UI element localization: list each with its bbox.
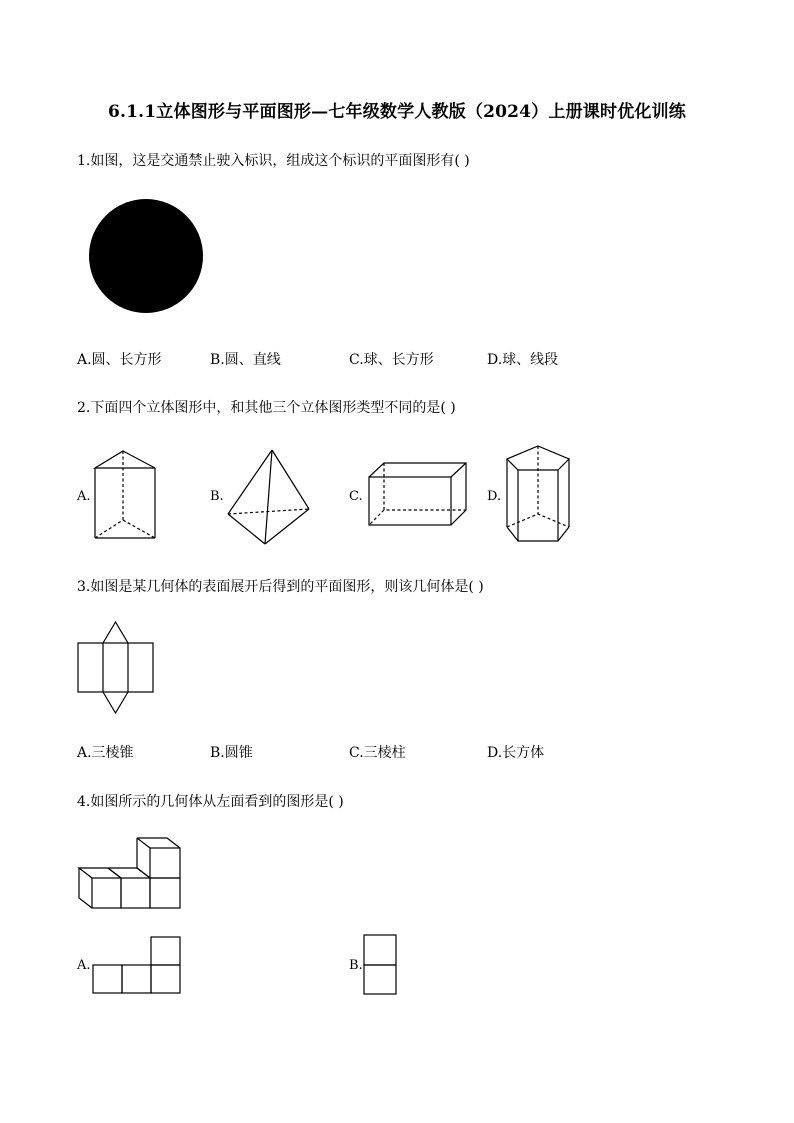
q4-option-a-figure <box>92 935 184 995</box>
question-1-text: 1.如图，这是交通禁止驶入标识，组成这个标识的平面图形有( ) <box>77 153 470 169</box>
question-4-text: 4.如图所示的几何体从左面看到的图形是( ) <box>77 794 344 810</box>
q3-option-a[interactable]: A.三棱锥 <box>77 745 134 761</box>
tetrahedron-figure <box>225 448 311 546</box>
sign-circle <box>89 199 203 313</box>
q4-option-b-figure <box>363 933 399 997</box>
pentagonal-prism-figure <box>503 443 573 546</box>
q3-option-d[interactable]: D.长方体 <box>487 745 545 761</box>
no-entry-sign-figure <box>88 198 206 316</box>
q1-option-d[interactable]: D.球、线段 <box>487 352 559 368</box>
q3-option-c[interactable]: C.三棱柱 <box>349 745 406 761</box>
q1-option-c[interactable]: C.球、长方形 <box>349 352 434 368</box>
q2-option-a[interactable]: A. <box>77 489 91 504</box>
question-3-text: 3.如图是某几何体的表面展开后得到的平面图形，则该几何体是( ) <box>77 579 484 595</box>
triangular-prism-figure <box>90 448 160 543</box>
q2-option-d[interactable]: D. <box>487 489 502 504</box>
cuboid-figure <box>366 460 470 528</box>
q2-option-b[interactable]: B. <box>210 489 224 504</box>
q4-option-b[interactable]: B. <box>349 958 363 973</box>
q4-option-a[interactable]: A. <box>77 958 91 973</box>
q2-option-c[interactable]: C. <box>349 489 363 504</box>
prism-net-figure <box>76 619 156 716</box>
q1-option-a[interactable]: A.圆、长方形 <box>77 352 162 368</box>
cube-stack-figure <box>76 836 186 912</box>
page-title: 6.1.1立体图形与平面图形—七年级数学人教版（2024）上册课时优化训练 <box>107 102 687 122</box>
q3-option-b[interactable]: B.圆锥 <box>210 745 253 761</box>
q1-option-b[interactable]: B.圆、直线 <box>210 352 281 368</box>
question-2-text: 2.下面四个立体图形中，和其他三个立体图形类型不同的是( ) <box>77 400 456 416</box>
